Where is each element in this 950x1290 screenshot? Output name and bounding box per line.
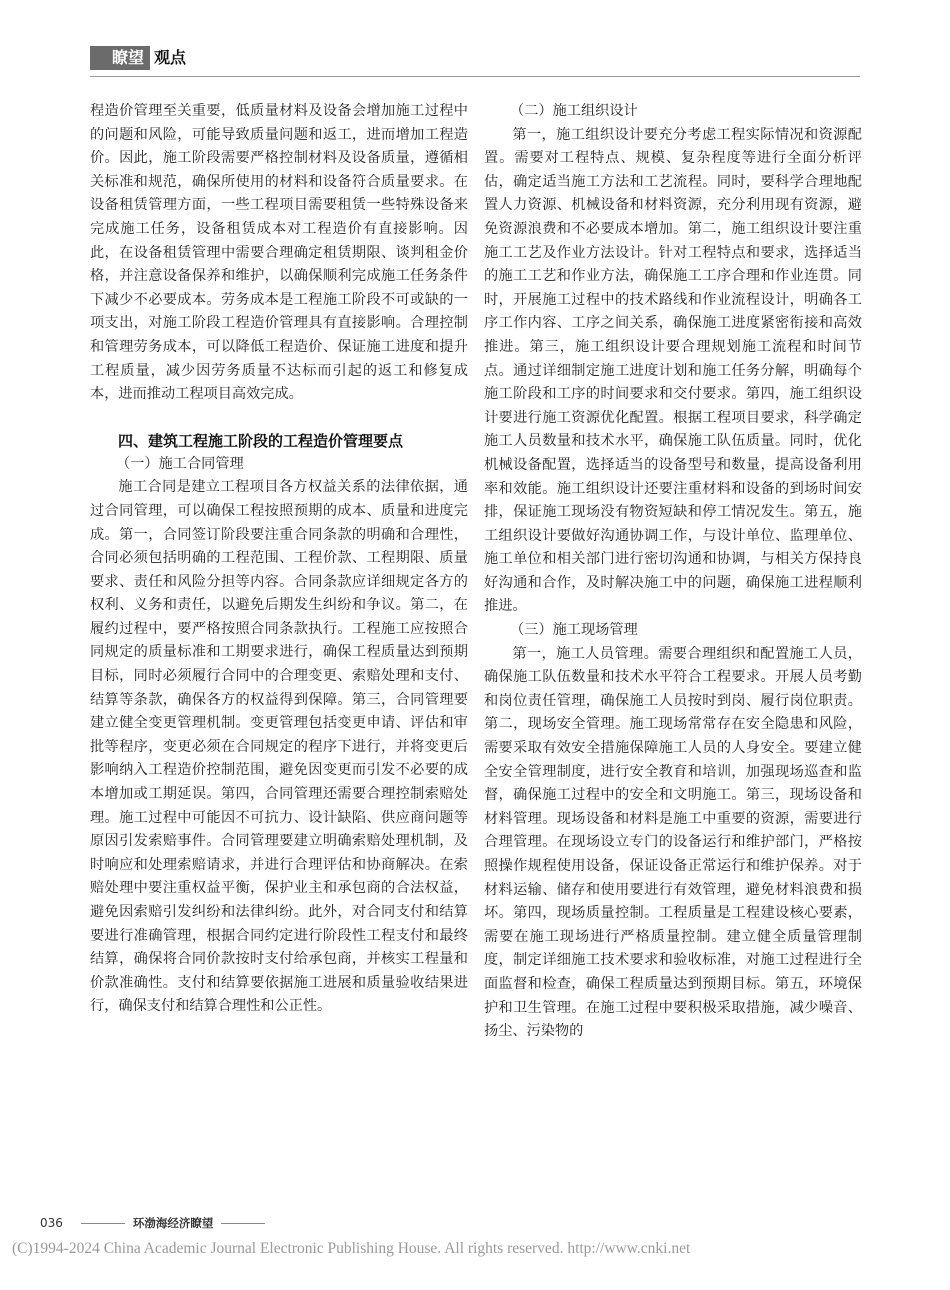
footer-rule — [81, 1223, 125, 1224]
copyright-notice: (C)1994-2024 China Academic Journal Electronic Publishing House. All rights reserved. http://www.cnki.net — [12, 1240, 691, 1257]
footer-rule — [221, 1223, 265, 1224]
page-footer — [40, 1215, 273, 1231]
section-label-highlight: 瞭望 — [90, 46, 150, 70]
paragraph: 施工合同是建立工程项目各方权益关系的法律依据，通过合同管理，可以确保工程按照预期的成本、质量和进度完成。第一，合同签订阶段要注重合同条款的明确和合理性，合同必须包括明确的工程范围、工程价款、工程期限、质量要求、责任和风险分担等内容。合同条款应详细规定各方的权利、义务和责任，以避免后期发生纠纷和争议。第二，在履约过程中，要严格按照合同条款执行。工程施工应按照合同规定的质量标准和工期要求进行，确保工程质量达到预期目标，同时必须履行合同中的合理变更、索赔处理和支付、结算等条款，确保各方的权益得到保障。第三，合同管理要建立健全变更管理机制。变更管理包括变更申请、评估和审批等程序，变更必须在合同规定的程序下进行，并将变更后影响纳入工程造价控制范围，避免因变更而引发不必要的成本增加或工期延误。第四，合同管理还需要合理控制索赔处理。施工过程中可能因不可抗力、设计缺陷、供应商问题等原因引发索赔事件。合同管理要建立明确索赔处理机制，及时响应和处理索赔请求，并进行合理评估和协商解决。在索赔处理中要注重权益平衡，保护业主和承包商的合法权益，避免因索赔引发纠纷和法律纠纷。此外，对合同支付和结算要进行准确管理，根据合同约定进行阶段性工程支付和最终结算，确保将合同价款按时支付给承包商，并核实工程量和价款准确性。支付和结算要依据施工进展和质量验收结果进行，确保支付和结算合理性和公正性。 — [90, 479, 468, 1015]
section-label: 观点 — [154, 48, 187, 67]
left-column — [90, 100, 468, 1019]
journal-name: 环渤海经济瞭望 — [132, 1216, 214, 1230]
subsection-heading: （二）施工组织设计 — [510, 103, 638, 119]
page-number: 036 — [40, 1216, 63, 1230]
section-heading: 四、建筑工程施工阶段的工程造价管理要点 — [118, 431, 404, 450]
paragraph: 第一，施工组织设计要充分考虑工程实际情况和资源配置。需要对工程特点、规模、复杂程度等进行全面分析评估，确定适当施工方法和工艺流程。同时，要科学合理地配置人力资源、机械设备和材料资源，充分利用现有资源，避免资源浪费和不必要成本增加。第二，施工组织设计要注重施工工艺及作业方法设计。针对工程特点和要求，选择适当的施工工艺和作业方法，确保施工工序合理和作业连贯。同时，开展施工过程中的技术路线和作业流程设计，明确各工序工作内容、工序之间关系，确保施工进度紧密衔接和高效推进。第三，施工组织设计要合理规划施工流程和时间节点。通过详细制定施工进度计划和施工任务分解，明确每个施工阶段和工序的时间要求和交付要求。第四，施工组织设计要进行施工资源优化配置。根据工程项目要求，科学确定施工人员数量和技术水平，确保施工队伍质量。同时，优化机械设备配置，选择适当的设备型号和数量，提高设备利用率和效能。施工组织设计还要注重材料和设备的到场时间安排，保证施工现场没有物资短缺和停工情况发生。第五，施工组织设计要做好沟通协调工作，与设计单位、监理单位、施工单位和相关部门进行密切沟通和协调，与相关方保持良好沟通和合作，及时解决施工中的问题，确保施工进程顺利推进。 — [484, 126, 862, 615]
subsection-heading: （一）施工合同管理 — [116, 455, 244, 472]
paragraph: 第一，施工人员管理。需要合理组织和配置施工人员，确保施工队伍数量和技术水平符合工程要求。开展人员考勤和岗位责任管理，确保施工人员按时到岗、履行岗位职责。第二，现场安全管理。施工现场常常存在安全隐患和风险，需要采取有效安全措施保障施工人员的人身安全。要建立健全安全管理制度，进行安全教育和培训，加强现场巡查和监督，确保施工过程中的安全和文明施工。第三，现场设备和材料管理。现场设备和材料是施工中重要的资源，需要进行合理管理。在现场设立专门的设备运行和维护部门，严格按照操作规程使用设备，保证设备正常运行和维护保养。对于材料运输、储存和使用要进行有效管理，避免材料浪费和损坏。第四，现场质量控制。工程质量是工程建设核心要素，需要在施工现场进行严格质量控制。建立健全质量管理制度，制定详细施工技术要求和验收标准，对施工过程进行全面监督和检查，确保工程质量达到预期目标。第五，环境保护和卫生管理。在施工过程中要积极采取措施，减少噪音、扬尘、污染物的 — [484, 645, 862, 1040]
subsection-heading: （三）施工现场管理 — [510, 622, 638, 639]
header-divider — [90, 76, 860, 77]
section-header — [90, 46, 186, 70]
right-column — [484, 100, 862, 1044]
paragraph: 程造价管理至关重要，低质量材料及设备会增加施工过程中的问题和风险，可能导致质量问题和返工，进而增加工程造价。因此，施工阶段需要严格控制材料及设备质量，遵循相关标准和规范，确保所使用的材料和设备符合质量要求。在设备租赁管理方面，一些工程项目需要租赁一些特殊设备来完成施工任务，设备租赁成本对工程造价有直接影响。因此，在设备租赁管理中需要合理确定租赁期限、谈判租金价格，并注意设备保养和维护，以确保顺利完成施工任务条件下减少不必要成本。劳务成本是工程施工阶段不可或缺的一项支出，对施工阶段工程造价管理具有直接影响。合理控制和管理劳务成本，可以降低工程造价、保证施工进度和提升工程质量，减少因劳务质量不达标而引起的返工和修复成本，进而推动工程项目高效完成。 — [90, 103, 468, 403]
